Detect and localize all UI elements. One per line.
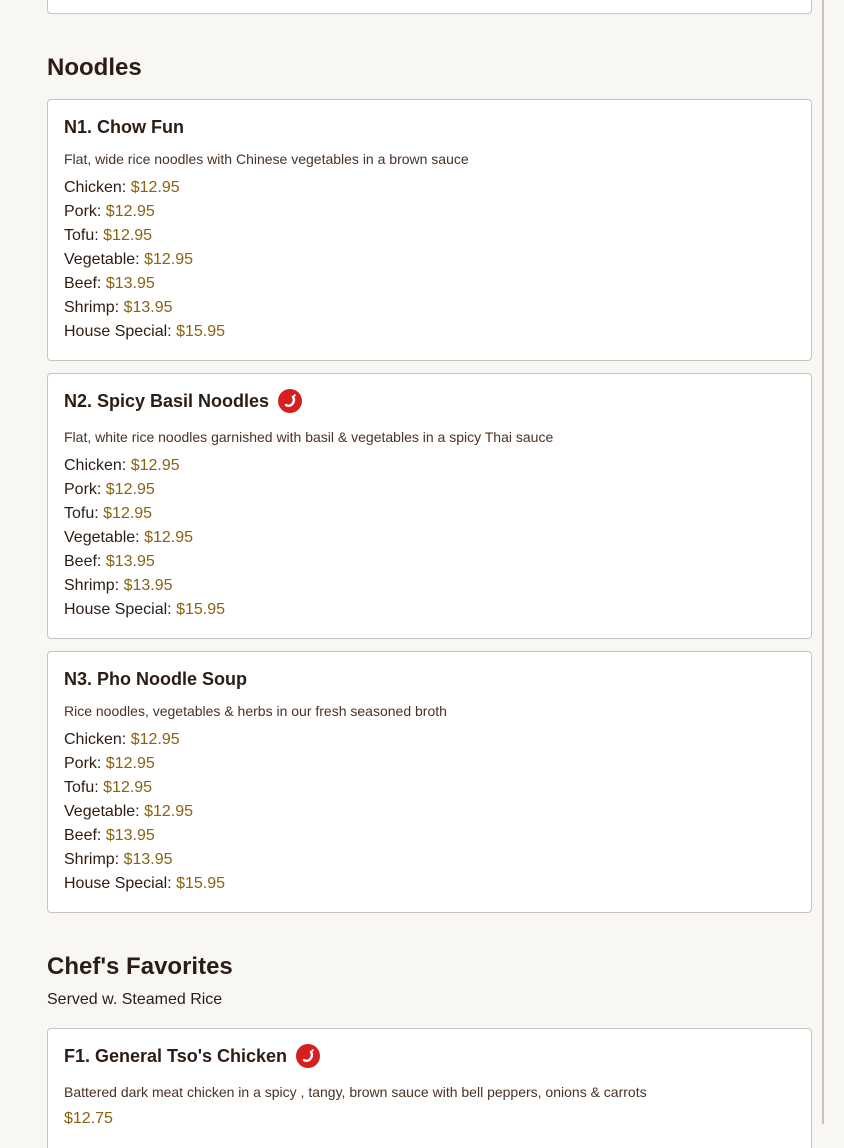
price-row: $12.75: [64, 1110, 113, 1127]
price-row: Tofu: $12.95: [64, 505, 153, 522]
price-row: Chicken: $12.95: [64, 179, 180, 196]
section-title-noodles: Noodles: [47, 54, 142, 81]
price-row: Pork: $12.95: [64, 481, 155, 498]
section-title-chefs-favorites: Chef's Favorites: [47, 953, 233, 980]
price-row: Vegetable: $12.95: [64, 251, 194, 268]
price-row: Beef: $13.95: [64, 827, 155, 844]
price-row: Beef: $13.95: [64, 275, 155, 292]
item-description: Flat, white rice noodles garnished with basil & vegetables in a spicy Thai sauce: [64, 429, 554, 445]
price-row: Chicken: $12.95: [64, 457, 180, 474]
price-row: Vegetable: $12.95: [64, 803, 194, 820]
price-list: [64, 454, 225, 622]
item-description: Flat, wide rice noodles with Chinese vegetables in a brown sauce: [64, 151, 469, 167]
price-row: Chicken: $12.95: [64, 731, 180, 748]
item-description: Battered dark meat chicken in a spicy , tangy, brown sauce with bell peppers, onions & carrots: [64, 1084, 647, 1100]
item-title: F1. General Tso's Chicken: [64, 1046, 288, 1066]
price-row: House Special: $15.95: [64, 601, 226, 618]
price-row: Tofu: $12.95: [64, 779, 153, 796]
price-row: Shrimp: $13.95: [64, 299, 173, 316]
price-row: House Special: $15.95: [64, 323, 226, 340]
item-title: N2. Spicy Basil Noodles: [64, 391, 270, 411]
section-subtitle: Served w. Steamed Rice: [47, 991, 223, 1008]
item-title: N3. Pho Noodle Soup: [64, 669, 247, 689]
menu-item-card-f1: [47, 1028, 812, 1148]
chili-pepper-icon: [296, 1044, 320, 1068]
price-row: Tofu: $12.95: [64, 227, 153, 244]
previous-item-card: [47, 0, 812, 14]
item-title: N1. Chow Fun: [64, 117, 184, 137]
menu-item-card-n2: [47, 373, 812, 639]
chili-pepper-icon: [278, 389, 302, 413]
price-row: Pork: $12.95: [64, 755, 155, 772]
menu-item-card-n1: [47, 99, 812, 361]
price-row: Vegetable: $12.95: [64, 529, 194, 546]
price-row: Beef: $13.95: [64, 553, 155, 570]
price-row: Pork: $12.95: [64, 203, 155, 220]
scrollbar-edge[interactable]: [822, 0, 824, 1124]
price-row: House Special: $15.95: [64, 875, 226, 892]
price-list: [64, 728, 225, 896]
price-row: Shrimp: $13.95: [64, 851, 173, 868]
item-description: Rice noodles, vegetables & herbs in our fresh seasoned broth: [64, 703, 447, 719]
price-list: [64, 176, 225, 344]
price-row: Shrimp: $13.95: [64, 577, 173, 594]
menu-item-card-n3: [47, 651, 812, 913]
